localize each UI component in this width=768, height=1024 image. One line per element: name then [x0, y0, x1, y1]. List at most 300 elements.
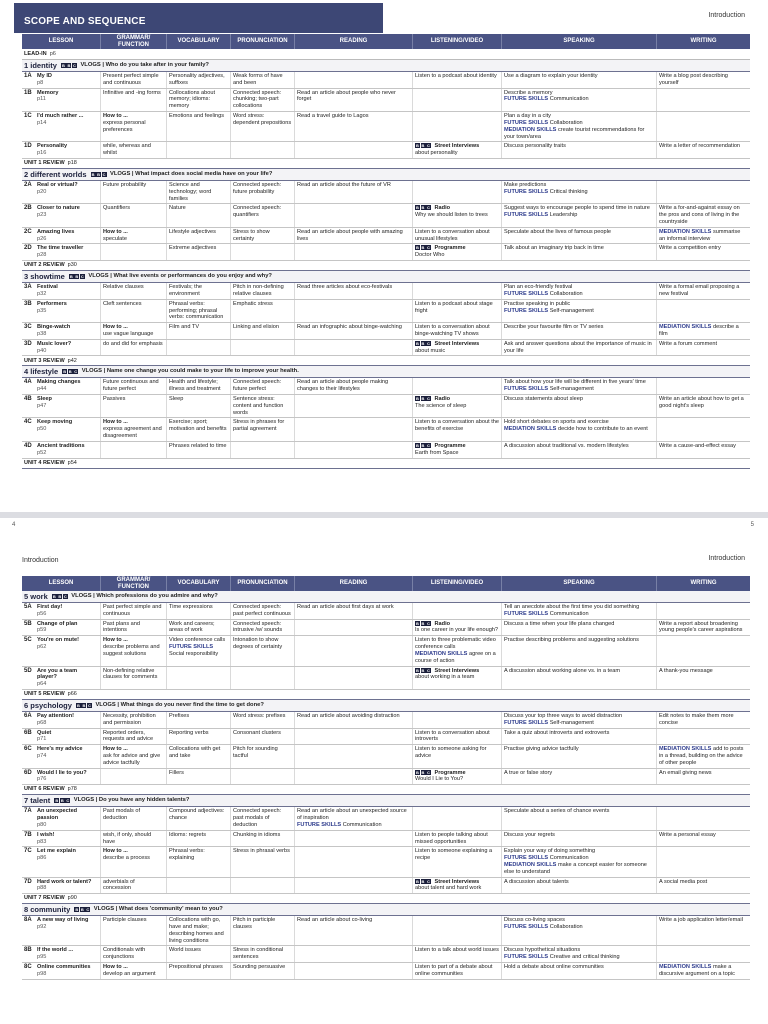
- unit-review-page: p42: [67, 357, 77, 364]
- lesson-cell: [22, 807, 101, 829]
- future-skills-text: Self-management: [549, 386, 594, 393]
- reading-cell: [295, 323, 413, 339]
- listening-cell: [413, 181, 502, 203]
- lesson-row: [22, 916, 750, 946]
- grammar-cell-text: Non-defining relative clauses for comments: [103, 667, 158, 681]
- writing-text: add to posts in a thread, building on the advice of other people: [659, 746, 744, 766]
- bbc-logo-icon: [415, 245, 432, 250]
- pronunciation-cell: [231, 418, 295, 440]
- grammar-cell-text: Infinitive and -ing forms: [103, 89, 161, 96]
- vocabulary-cell: [167, 712, 231, 728]
- mediation-skills-text: create tourist recommendations for your town/area: [504, 126, 645, 140]
- bbc-letter: C: [427, 442, 430, 448]
- pronunciation-cell: [231, 878, 295, 894]
- vocabulary-cell-text: Fillers: [169, 769, 184, 776]
- bbc-letter: B: [421, 769, 425, 775]
- lesson-name: Performers p35: [37, 300, 67, 314]
- unit-review-row: [22, 690, 750, 700]
- speaking-cell-text: Plan an eco-friendly festival: [504, 284, 573, 291]
- bbc-letter: B: [416, 667, 419, 673]
- lesson-cell: [22, 283, 101, 299]
- pronunciation-cell: [231, 395, 295, 417]
- reading-cell: [295, 603, 413, 619]
- listening-heading: [415, 245, 499, 252]
- lesson-id: 4D: [24, 442, 32, 449]
- column-header: PRONUNCIATION: [231, 34, 295, 49]
- lesson-id: 6A: [24, 712, 32, 719]
- writing-text: A thank-you message: [659, 667, 713, 674]
- unit-review-page: p90: [67, 895, 77, 902]
- lesson-page: p23: [37, 212, 47, 219]
- grammar-cell-text: Past plans and intentions: [103, 620, 141, 634]
- writing-text: Edit notes to make them more concise: [659, 712, 734, 726]
- reading-cell-future-skills: [297, 822, 410, 829]
- listening-heading: [415, 396, 499, 403]
- vocabulary-cell: [167, 72, 231, 88]
- speaking-cell-text: A discussion about traditional vs. modern lifestyles: [504, 442, 629, 449]
- pronunciation-cell-text: Connected speech: chunking; two-part collocations: [233, 89, 282, 110]
- bbc-logo-icon: [415, 443, 432, 448]
- vocabulary-cell: [167, 442, 231, 458]
- unit-title: 7 talent: [24, 796, 51, 806]
- lesson-cell: [22, 620, 101, 636]
- speaking-cell: [502, 963, 657, 979]
- bbc-letter: B: [60, 798, 64, 804]
- pronunciation-cell-text: Stress in phrasal verbs: [233, 848, 290, 855]
- speaking-cell-future-skills: [504, 212, 654, 219]
- grammar-cell: [101, 378, 167, 394]
- vocabulary-cell-text: Compound adjectives: chance: [169, 808, 225, 822]
- listening-cell: [413, 712, 502, 728]
- reading-cell-text: Read three articles about eco-festivals: [297, 284, 393, 291]
- lesson-page: p50: [37, 426, 47, 433]
- lesson-page: p86: [37, 855, 47, 862]
- speaking-cell-text: A discussion about talents: [504, 878, 569, 885]
- listening-cell-text: Listen to a podcast about stage fright: [415, 300, 493, 314]
- vocabulary-cell-text: Work and careers; areas of work: [169, 620, 215, 634]
- grammar-cell-text: Relative clauses: [103, 284, 144, 291]
- writing-cell: [657, 807, 750, 829]
- speaking-cell-text: Make predictions: [504, 181, 547, 188]
- vocabulary-cell-text: Science and technology; word families: [169, 181, 212, 202]
- reading-cell-text: Read an article about co-living: [297, 917, 373, 924]
- bbc-letter: C: [427, 205, 430, 211]
- column-header: VOCABULARY: [167, 34, 231, 49]
- lesson-row: [22, 378, 750, 395]
- grammar-cell: [101, 769, 167, 785]
- speaking-cell-text: Discuss a time when your life plans changed: [504, 620, 615, 627]
- listening-cell-text: about music: [415, 347, 446, 354]
- listening-cell: [413, 323, 502, 339]
- writing-cell: [657, 442, 750, 458]
- bbc-logo-icon: [54, 798, 71, 803]
- speaking-cell: [502, 729, 657, 745]
- grammar-cell-text: wish, if only, should have: [103, 831, 152, 845]
- bbc-logo-icon: [74, 907, 91, 912]
- listening-cell: [413, 204, 502, 226]
- lesson-cell: [22, 181, 101, 203]
- lesson-row: [22, 283, 750, 300]
- grammar-cell-heading: How to ...: [103, 419, 128, 426]
- bbc-letter: B: [52, 594, 56, 599]
- listening-cell: [413, 340, 502, 356]
- lesson-cell: [22, 963, 101, 979]
- grammar-cell-text: Future probability: [103, 181, 147, 188]
- bbc-letter: B: [80, 907, 84, 913]
- lesson-name: Amazing lives p26: [37, 228, 75, 242]
- listening-heading: [415, 879, 499, 886]
- lesson-row: [22, 847, 750, 877]
- writing-cell: [657, 228, 750, 244]
- reading-cell: [295, 300, 413, 322]
- pronunciation-cell: [231, 847, 295, 876]
- future-skills-text: Self-management: [549, 307, 594, 314]
- speaking-cell-text: A true or false story: [504, 769, 553, 776]
- bbc-letter: B: [416, 769, 419, 775]
- speaking-cell-mediation-skills: [504, 127, 654, 141]
- lesson-cell: [22, 946, 101, 962]
- grammar-cell: [101, 603, 167, 619]
- vocabulary-cell-text: Exercise; sport; motivation and benefits: [169, 419, 227, 433]
- grammar-cell: [101, 442, 167, 458]
- grammar-cell-heading: How to ...: [103, 637, 128, 644]
- vocabulary-cell: [167, 89, 231, 111]
- listening-type: Street Interviews: [434, 667, 480, 674]
- speaking-cell: [502, 283, 657, 299]
- lesson-name: Online communities p98: [37, 964, 91, 977]
- listening-cell: [413, 636, 502, 665]
- grammar-cell: [101, 712, 167, 728]
- reading-cell: [295, 946, 413, 962]
- writing-cell: [657, 878, 750, 894]
- bbc-letter: B: [421, 340, 425, 346]
- listening-cell: [413, 244, 502, 260]
- mediation-skills-text: decide how to contribute to an event: [557, 426, 648, 433]
- bbc-logo-icon: [415, 770, 432, 775]
- grammar-cell: [101, 228, 167, 244]
- lesson-page: p26: [37, 235, 47, 242]
- listening-heading: [415, 143, 499, 150]
- writing-text: Write an article about how to get a good night's sleep: [659, 396, 744, 409]
- grammar-cell: [101, 745, 167, 767]
- units-container-bottom: [22, 591, 750, 980]
- speaking-cell: [502, 946, 657, 962]
- lesson-page: p8: [37, 79, 44, 86]
- lesson-name: Making changes p44: [37, 379, 81, 393]
- writing-mediation: [659, 964, 748, 978]
- section-label: Introduction: [708, 12, 745, 19]
- speaking-cell-text: Talk about an imaginary trip back in time: [504, 245, 604, 252]
- listening-cell: [413, 667, 502, 689]
- writing-cell: [657, 283, 750, 299]
- speaking-cell: [502, 300, 657, 322]
- bbc-letter: C: [87, 702, 91, 708]
- vlog-question: VLOGS | Who do you take after in your family?: [80, 61, 209, 68]
- lesson-page: p88: [37, 885, 47, 892]
- column-header: READING: [295, 576, 413, 591]
- lesson-id: 3C: [24, 324, 32, 331]
- grammar-cell: [101, 916, 167, 945]
- grammar-cell: [101, 667, 167, 689]
- grammar-cell-text: Cleft sentences: [103, 300, 142, 307]
- listening-cell: [413, 72, 502, 88]
- vlog-question: VLOGS | What impact does social media have on your life?: [110, 170, 273, 177]
- future-skills-label: FUTURE SKILLS: [504, 119, 549, 126]
- vocabulary-cell: [167, 204, 231, 226]
- vocabulary-cell: [167, 112, 231, 141]
- future-skills-text: Critical thinking: [549, 188, 588, 195]
- lesson-row: [22, 228, 750, 245]
- bbc-logo-icon: [415, 205, 432, 210]
- speaking-cell-future-skills: [504, 96, 654, 103]
- vocabulary-cell-text: Personality adjectives, suffixes: [169, 73, 225, 86]
- reading-cell-text: Read an article about first days at work: [297, 604, 394, 610]
- speaking-cell-future-skills: [504, 720, 654, 727]
- pronunciation-cell-text: Connected speech: intrusive /w/ sounds: [233, 620, 283, 634]
- pronunciation-cell: [231, 228, 295, 244]
- pronunciation-cell: [231, 244, 295, 260]
- pronunciation-cell: [231, 745, 295, 767]
- reading-cell: [295, 89, 413, 111]
- vocabulary-cell-text: Lifestyle adjectives: [169, 228, 216, 235]
- future-skills-text: Self-management: [549, 719, 594, 726]
- units-container-top: [22, 60, 750, 469]
- pronunciation-cell: [231, 603, 295, 619]
- bbc-letter: B: [416, 245, 419, 251]
- listening-cell: [413, 395, 502, 417]
- speaking-cell-text: Ask and answer questions about the importance of music in your life: [504, 340, 652, 354]
- reading-cell: [295, 831, 413, 847]
- listening-cell-text: Listen to people talking about missed opportunities: [415, 831, 488, 845]
- speaking-cell: [502, 112, 657, 141]
- pronunciation-cell-text: Emphatic stress: [233, 300, 273, 307]
- writing-cell: [657, 620, 750, 636]
- lesson-cell: [22, 89, 101, 111]
- lesson-name: Closer to nature p23: [37, 205, 80, 219]
- reading-cell: [295, 712, 413, 728]
- vocabulary-cell-text: Idioms: regrets: [169, 831, 206, 838]
- speaking-cell-text: Discuss personality traits: [504, 143, 566, 150]
- bbc-logo-icon: [415, 879, 432, 884]
- pronunciation-cell: [231, 340, 295, 356]
- lesson-row: [22, 878, 750, 895]
- column-header: VOCABULARY: [167, 576, 231, 591]
- lesson-page: p64: [37, 681, 47, 688]
- pronunciation-cell-text: Sentence stress: content and function words: [233, 396, 284, 416]
- writing-cell: [657, 667, 750, 689]
- listening-heading: [415, 341, 499, 348]
- listening-cell-text: about personality: [415, 150, 458, 157]
- lesson-id: 8A: [24, 917, 32, 924]
- column-header: PRONUNCIATION: [231, 576, 295, 591]
- reading-cell-text: Read an article about people with amazing lives: [297, 228, 403, 242]
- unit-review-label: UNIT 7 REVIEW: [24, 895, 65, 902]
- lesson-page: p44: [37, 386, 47, 393]
- bbc-letter: B: [421, 396, 425, 401]
- bbc-letter: C: [63, 594, 67, 599]
- grammar-cell-text: Participle clauses: [103, 917, 147, 924]
- speaking-cell: [502, 89, 657, 111]
- lesson-page: p32: [37, 290, 47, 297]
- lesson-name: Let me explain p86: [37, 848, 76, 862]
- writing-cell: [657, 142, 750, 158]
- lesson-page: p98: [37, 970, 47, 977]
- listening-cell-text: Listen to someone asking for advice: [415, 746, 487, 759]
- future-skills-label: FUTURE SKILLS: [504, 96, 549, 103]
- grammar-cell-text: do and did for emphasis: [103, 340, 163, 347]
- lesson-cell: [22, 112, 101, 141]
- vocabulary-cell-text: Collocations with go, have and make; describing homes and living conditions: [169, 917, 224, 944]
- column-header: WRITING: [690, 580, 717, 587]
- bbc-letter: B: [55, 798, 59, 804]
- grammar-cell: [101, 340, 167, 356]
- grammar-cell-heading: How to ...: [103, 324, 128, 331]
- unit-review-label: UNIT 1 REVIEW: [24, 160, 65, 167]
- grammar-cell-heading: How to ...: [103, 746, 128, 753]
- listening-type: Radio: [434, 620, 451, 627]
- unit-review-row: [22, 785, 750, 795]
- bbc-logo-icon: [415, 668, 432, 673]
- listening-cell: [413, 418, 502, 440]
- lesson-page: p71: [37, 736, 47, 743]
- writing-cell: [657, 89, 750, 111]
- lesson-name: Here's my advice p74: [37, 746, 83, 759]
- future-skills-label: FUTURE SKILLS: [504, 290, 549, 297]
- pronunciation-cell-text: Pitch in participle clauses: [233, 917, 276, 930]
- pronunciation-cell: [231, 72, 295, 88]
- grammar-cell-text: speculate: [103, 235, 127, 242]
- listening-heading: [415, 205, 499, 212]
- unit-review-label: UNIT 4 REVIEW: [24, 459, 65, 466]
- vocabulary-cell: [167, 181, 231, 203]
- pronunciation-cell: [231, 963, 295, 979]
- lesson-name: The time traveller p28: [37, 245, 84, 259]
- pronunciation-cell-text: Word stress: dependent prepositions: [233, 113, 292, 126]
- lesson-id: 6B: [24, 729, 32, 736]
- listening-type: Street Interviews: [434, 878, 480, 885]
- lesson-id: 1A: [24, 73, 32, 79]
- lesson-name: Are you a team player? p64: [37, 668, 98, 688]
- lesson-row: [22, 745, 750, 768]
- writing-text: Write a forum comment: [659, 340, 718, 347]
- reading-cell: [295, 667, 413, 689]
- grammar-cell-text: ask for advice and give advice tactfully: [103, 753, 161, 766]
- pronunciation-cell: [231, 283, 295, 299]
- speaking-cell-future-skills: [504, 954, 654, 961]
- lesson-id: 4A: [24, 379, 32, 386]
- vocabulary-cell: [167, 283, 231, 299]
- listening-cell: [413, 442, 502, 458]
- listening-cell-text: about working in a team: [415, 674, 475, 681]
- page-spread-bottom: [0, 518, 768, 1024]
- vocabulary-cell: [167, 831, 231, 847]
- reading-cell: [295, 378, 413, 394]
- lesson-page: p68: [37, 719, 47, 726]
- lesson-name: Festival p32: [37, 284, 58, 297]
- section-label-right: Introduction: [708, 555, 745, 562]
- pronunciation-cell: [231, 300, 295, 322]
- speaking-cell-text: Discuss statements about sleep: [504, 396, 583, 402]
- column-header: LESSON: [22, 576, 101, 591]
- speaking-cell-text: Describe your favourite film or TV series: [504, 324, 604, 331]
- lesson-page: p59: [37, 627, 47, 634]
- vocabulary-cell-text: Health and lifestyle; illness and treatment: [169, 379, 221, 393]
- grammar-cell-text: Necessity, prohibition and permission: [103, 712, 156, 726]
- vocabulary-cell-text: Collocations about memory; idioms: memory: [169, 89, 216, 110]
- pronunciation-cell-text: Word stress: prefixes: [233, 712, 286, 719]
- future-skills-text: Collaboration: [549, 924, 583, 930]
- listening-cell: [413, 878, 502, 894]
- unit-review-label: UNIT 2 REVIEW: [24, 262, 65, 269]
- lesson-cell: [22, 72, 101, 88]
- unit-header: [22, 904, 750, 916]
- writing-text: Write a for-and-against essay on the pros and cons of living in the countryside: [659, 205, 740, 225]
- bbc-logo-icon: [69, 274, 86, 279]
- bbc-letter: B: [75, 274, 79, 280]
- speaking-cell: [502, 181, 657, 203]
- column-header: LISTENING/VIDEO: [413, 576, 502, 591]
- lesson-name: If the world ... p95: [37, 947, 74, 961]
- writing-text: Write a cause-and-effect essay: [659, 442, 736, 449]
- reading-cell: [295, 395, 413, 417]
- scope-table-top: [22, 34, 750, 469]
- vocabulary-cell: [167, 228, 231, 244]
- lesson-page: p56: [37, 610, 47, 617]
- future-skills-label: FUTURE SKILLS: [169, 644, 214, 651]
- lesson-cell: [22, 340, 101, 356]
- bbc-letter: B: [421, 143, 425, 149]
- pronunciation-cell: [231, 89, 295, 111]
- writing-cell: [657, 963, 750, 979]
- speaking-cell: [502, 228, 657, 244]
- column-header: WRITING: [690, 38, 717, 45]
- vocabulary-cell-text: Nature: [169, 205, 186, 212]
- bbc-letter: B: [416, 442, 419, 448]
- lesson-id: 3B: [24, 300, 32, 307]
- vocabulary-cell-text: Sleep: [169, 396, 184, 402]
- bbc-logo-icon: [61, 63, 78, 68]
- future-skills-label: FUTURE SKILLS: [504, 954, 549, 961]
- future-skills-label: FUTURE SKILLS: [504, 924, 549, 930]
- lesson-cell: [22, 442, 101, 458]
- bbc-letter: B: [416, 340, 419, 346]
- bbc-letter: B: [421, 245, 425, 251]
- vocabulary-cell-text: Prepositional phrases: [169, 964, 223, 971]
- lesson-name: Real or virtual? p20: [37, 181, 78, 195]
- listening-cell-text: Would I Lie to You?: [415, 776, 464, 783]
- unit-review-page: p54: [67, 459, 77, 466]
- listening-cell-text: Listen to someone explaining a recipe: [415, 848, 493, 862]
- grammar-cell: [101, 72, 167, 88]
- grammar-cell-text: express agreement and disagreement: [103, 426, 162, 440]
- vocabulary-cell: [167, 323, 231, 339]
- lesson-id: 4B: [24, 396, 32, 402]
- speaking-cell-text: Discuss your regrets: [504, 831, 555, 838]
- mediation-skills-text: agree on a course of action: [415, 650, 496, 664]
- lesson-cell: [22, 142, 101, 158]
- unit-review-row: [22, 894, 750, 904]
- grammar-cell-text: while, whereas and whilst: [103, 143, 151, 157]
- speaking-cell-text: Practise describing problems and suggesting solutions: [504, 637, 639, 644]
- column-header: GRAMMAR/ FUNCTION: [101, 34, 167, 49]
- unit-review-page: p66: [67, 691, 77, 698]
- speaking-cell-future-skills: [504, 308, 654, 315]
- lesson-row: [22, 667, 750, 690]
- speaking-cell-future-skills: [504, 291, 654, 298]
- reading-cell: [295, 418, 413, 440]
- unit-title: 2 different worlds: [24, 169, 87, 179]
- speaking-cell: [502, 712, 657, 728]
